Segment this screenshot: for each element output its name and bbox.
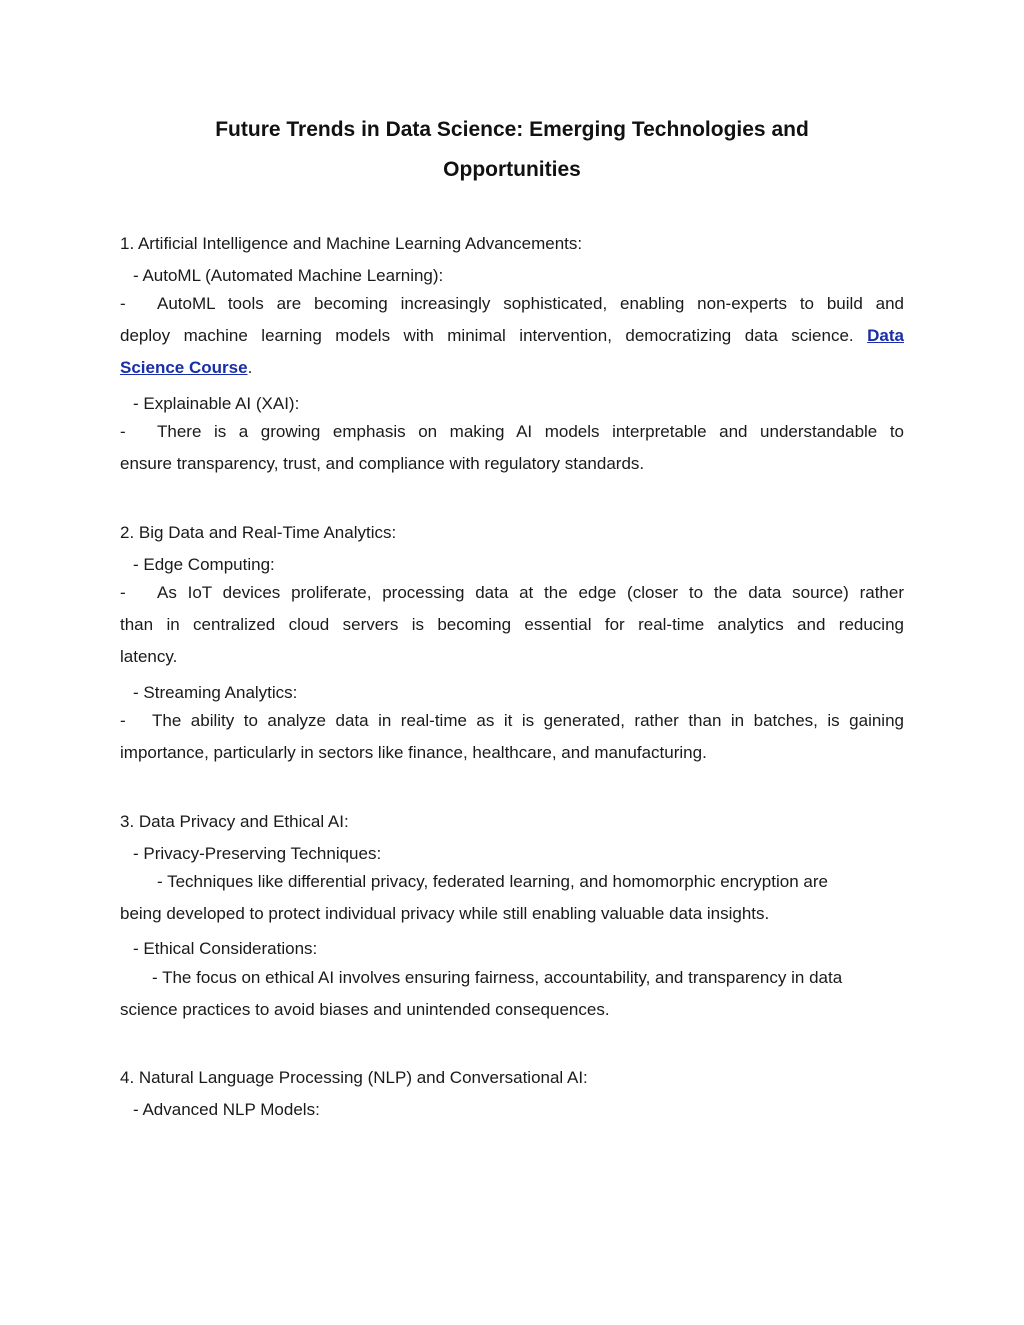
- bullet-dash: -: [120, 422, 126, 441]
- page-title-line1: Future Trends in Data Science: Emerging Technologies and: [215, 118, 809, 141]
- section-heading-2: 2. Big Data and Real-Time Analytics:: [120, 523, 397, 542]
- paragraph-automl-line3: [120, 352, 904, 384]
- subsection-label-nlp: - Advanced NLP Models:: [133, 1100, 320, 1119]
- paragraph-xai-line2: ensure transparency, trust, and compliance with regulatory standards.: [120, 454, 645, 473]
- paragraph-text: AutoML tools are becoming increasingly sophisticated, enabling non-experts to build and: [157, 294, 904, 313]
- data-science-course-link[interactable]: Data: [867, 326, 904, 345]
- paragraph-privacy-line2: being developed to protect individual privacy while still enabling valuable data insights.: [120, 904, 770, 923]
- paragraph-text: .: [247, 358, 253, 377]
- paragraph-automl-line2: [120, 320, 904, 352]
- paragraph-ethical-line1: - The focus on ethical AI involves ensuring fairness, accountability, and transparency in data: [152, 968, 843, 987]
- paragraph-ethical-line2: science practices to avoid biases and unintended consequences.: [120, 1000, 610, 1019]
- subsection-label-privacy: - Privacy-Preserving Techniques:: [133, 844, 382, 863]
- data-science-course-link-cont[interactable]: Science Course: [120, 358, 248, 377]
- paragraph-edge-line2: than in centralized cloud servers is becoming essential for real-time analytics and reducing: [120, 615, 904, 634]
- section-heading-3: 3. Data Privacy and Ethical AI:: [120, 812, 349, 831]
- paragraph-privacy-line1: - Techniques like differential privacy, federated learning, and homomorphic encryption are: [157, 872, 828, 891]
- bullet-dash: -: [120, 711, 126, 730]
- paragraph-xai-line1: [120, 416, 904, 448]
- subsection-label-xai: - Explainable AI (XAI):: [133, 394, 300, 413]
- bullet-dash: -: [120, 583, 126, 602]
- paragraph-automl-line1: [120, 288, 904, 320]
- section-heading-4: 4. Natural Language Processing (NLP) and Conversational AI:: [120, 1068, 588, 1087]
- paragraph-edge-line1: [120, 577, 904, 609]
- bullet-dash: -: [120, 294, 126, 313]
- paragraph-text: As IoT devices proliferate, processing data at the edge (closer to the data source) rather: [157, 583, 904, 602]
- subsection-label-ethical: - Ethical Considerations:: [133, 939, 318, 958]
- subsection-label-automl: - AutoML (Automated Machine Learning):: [133, 266, 444, 285]
- paragraph-text: The ability to analyze data in real-time as it is generated, rather than in batches, is gaining: [152, 711, 904, 730]
- subsection-label-streaming: - Streaming Analytics:: [133, 683, 298, 702]
- paragraph-edge-line3: latency.: [120, 647, 178, 666]
- paragraph-text: There is a growing emphasis on making AI models interpretable and understandable to: [157, 422, 904, 441]
- paragraph-streaming-line2: importance, particularly in sectors like finance, healthcare, and manufacturing.: [120, 743, 707, 762]
- subsection-label-edge: - Edge Computing:: [133, 555, 275, 574]
- paragraph-text: deploy machine learning models with minimal intervention, democratizing data science.: [120, 326, 854, 345]
- paragraph-streaming-line1: [120, 705, 904, 737]
- section-heading-1: 1. Artificial Intelligence and Machine Learning Advancements:: [120, 234, 583, 253]
- page-title-line2: Opportunities: [443, 158, 581, 181]
